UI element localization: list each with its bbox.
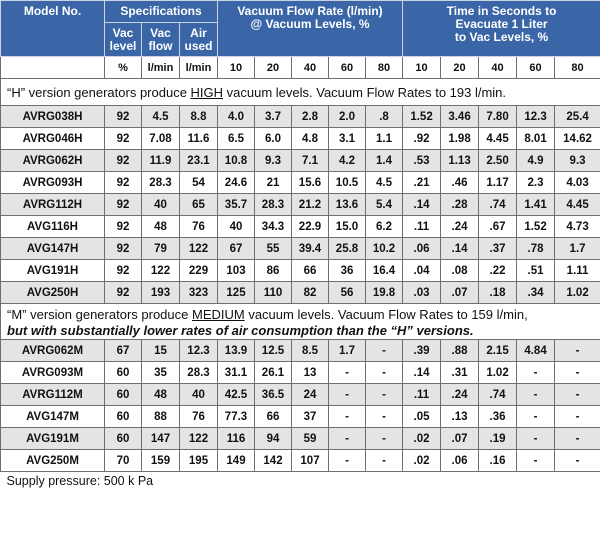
value-cell: .8: [366, 106, 403, 128]
value-cell: .53: [403, 150, 441, 172]
unit-cell: 80: [555, 57, 600, 79]
table-row: [1, 216, 600, 238]
vac-flow-header-line2: flow: [148, 38, 173, 53]
value-cell: 76: [180, 216, 218, 238]
value-cell: -: [517, 406, 555, 428]
value-cell: 65: [180, 194, 218, 216]
value-cell: -: [366, 450, 403, 472]
value-cell: 4.73: [555, 216, 600, 238]
value-cell: .74: [479, 194, 517, 216]
value-cell: -: [366, 384, 403, 406]
value-cell: -: [329, 450, 366, 472]
value-cell: -: [555, 362, 600, 384]
value-cell: .92: [403, 128, 441, 150]
value-cell: 70: [105, 450, 142, 472]
value-cell: 40: [218, 216, 255, 238]
m-version-note-row: [1, 304, 600, 340]
value-cell: 12.5: [255, 340, 292, 362]
value-cell: 1.02: [479, 362, 517, 384]
value-cell: 103: [218, 260, 255, 282]
value-cell: 55: [255, 238, 292, 260]
value-cell: 147: [142, 428, 180, 450]
value-cell: 2.50: [479, 150, 517, 172]
table-row: [1, 238, 600, 260]
value-cell: 60: [105, 384, 142, 406]
value-cell: 4.0: [218, 106, 255, 128]
value-cell: 21.2: [292, 194, 329, 216]
value-cell: 36.5: [255, 384, 292, 406]
value-cell: 28.3: [255, 194, 292, 216]
value-cell: .16: [479, 450, 517, 472]
model-cell: AVRG062H: [1, 150, 105, 172]
value-cell: .11: [403, 384, 441, 406]
value-cell: .08: [441, 260, 479, 282]
value-cell: 12.3: [180, 340, 218, 362]
value-cell: 1.02: [555, 282, 600, 304]
model-cell: AVRG112M: [1, 384, 105, 406]
value-cell: .02: [403, 450, 441, 472]
value-cell: -: [366, 406, 403, 428]
value-cell: 1.4: [366, 150, 403, 172]
value-cell: 37: [292, 406, 329, 428]
value-cell: 4.45: [479, 128, 517, 150]
table-row: [1, 428, 600, 450]
value-cell: 4.2: [329, 150, 366, 172]
value-cell: -: [517, 450, 555, 472]
value-cell: 1.41: [517, 194, 555, 216]
value-cell: .14: [441, 238, 479, 260]
value-cell: 92: [105, 260, 142, 282]
h-note-text-after: vacuum levels. Vacuum Flow Rates to 193 l/min.: [223, 84, 507, 100]
time-seconds-header-line3: to Vac Levels, %: [454, 30, 549, 44]
model-cell: AVG250M: [1, 450, 105, 472]
value-cell: 59: [292, 428, 329, 450]
value-cell: 88: [142, 406, 180, 428]
value-cell: 4.8: [292, 128, 329, 150]
m-note-emphasis: MEDIUM: [191, 306, 245, 322]
vac-level-header-line2: level: [109, 38, 137, 53]
unit-cell: %: [105, 57, 142, 79]
value-cell: 4.45: [555, 194, 600, 216]
value-cell: 13.9: [218, 340, 255, 362]
time-seconds-header: [403, 1, 600, 57]
value-cell: .88: [441, 340, 479, 362]
time-seconds-header-line2: Evacuate 1 Liter: [455, 17, 548, 31]
value-cell: 92: [105, 194, 142, 216]
value-cell: 92: [105, 106, 142, 128]
value-cell: 125: [218, 282, 255, 304]
vacuum-flow-rate-header-line1: Vacuum Flow Rate (l/min): [237, 4, 383, 18]
value-cell: -: [366, 428, 403, 450]
air-used-header-line1: Air: [190, 25, 207, 40]
value-cell: 4.84: [517, 340, 555, 362]
value-cell: 15.6: [292, 172, 329, 194]
value-cell: 24.6: [218, 172, 255, 194]
h-note-emphasis: HIGH: [190, 84, 224, 100]
value-cell: 5.4: [366, 194, 403, 216]
model-cell: AVG191H: [1, 260, 105, 282]
value-cell: 22.9: [292, 216, 329, 238]
value-cell: 10.8: [218, 150, 255, 172]
value-cell: .21: [403, 172, 441, 194]
value-cell: 11.9: [142, 150, 180, 172]
value-cell: -: [329, 384, 366, 406]
value-cell: .05: [403, 406, 441, 428]
value-cell: 4.9: [517, 150, 555, 172]
value-cell: 4.03: [555, 172, 600, 194]
value-cell: 66: [255, 406, 292, 428]
value-cell: 7.80: [479, 106, 517, 128]
supply-pressure-note: Supply pressure: 500 k Pa: [6, 474, 154, 489]
value-cell: 92: [105, 150, 142, 172]
value-cell: .46: [441, 172, 479, 194]
unit-cell: 60: [329, 57, 366, 79]
value-cell: 76: [180, 406, 218, 428]
m-note-line2: but with substantially lower rates of air consumption than the “H” versions.: [7, 322, 474, 338]
value-cell: -: [329, 428, 366, 450]
value-cell: .36: [479, 406, 517, 428]
model-cell: AVG250H: [1, 282, 105, 304]
value-cell: 28.3: [142, 172, 180, 194]
value-cell: 82: [292, 282, 329, 304]
value-cell: 149: [218, 450, 255, 472]
value-cell: .02: [403, 428, 441, 450]
model-cell: AVG116H: [1, 216, 105, 238]
value-cell: 15: [142, 340, 180, 362]
h-note-text-before: “H” version generators produce: [7, 84, 191, 100]
unit-cell: l/min: [142, 57, 180, 79]
value-cell: 10.5: [329, 172, 366, 194]
unit-cell: 10: [218, 57, 255, 79]
value-cell: .07: [441, 282, 479, 304]
value-cell: 56: [329, 282, 366, 304]
value-cell: .51: [517, 260, 555, 282]
value-cell: 116: [218, 428, 255, 450]
value-cell: 60: [105, 406, 142, 428]
value-cell: 39.4: [292, 238, 329, 260]
value-cell: 94: [255, 428, 292, 450]
m-note-text-before: “M” version generators produce: [7, 306, 192, 322]
value-cell: 229: [180, 260, 218, 282]
value-cell: 92: [105, 238, 142, 260]
value-cell: 21: [255, 172, 292, 194]
m-note-text-after: vacuum levels. Vacuum Flow Rates to 159 l/min,: [244, 306, 528, 322]
unit-cell: 40: [479, 57, 517, 79]
value-cell: 34.3: [255, 216, 292, 238]
value-cell: 122: [142, 260, 180, 282]
value-cell: 2.0: [329, 106, 366, 128]
table-row: [1, 106, 600, 128]
value-cell: .39: [403, 340, 441, 362]
value-cell: 35: [142, 362, 180, 384]
value-cell: 79: [142, 238, 180, 260]
value-cell: 7.08: [142, 128, 180, 150]
value-cell: 3.46: [441, 106, 479, 128]
value-cell: -: [555, 340, 600, 362]
units-row: [1, 57, 600, 79]
value-cell: 36: [329, 260, 366, 282]
value-cell: 2.3: [517, 172, 555, 194]
value-cell: -: [555, 450, 600, 472]
value-cell: 1.52: [517, 216, 555, 238]
value-cell: -: [366, 340, 403, 362]
table-row: [1, 384, 600, 406]
table-row: [1, 172, 600, 194]
value-cell: -: [555, 406, 600, 428]
value-cell: 60: [105, 428, 142, 450]
value-cell: -: [517, 362, 555, 384]
unit-cell: 20: [441, 57, 479, 79]
table-row: [1, 340, 600, 362]
value-cell: 48: [142, 384, 180, 406]
table-row: [1, 150, 600, 172]
value-cell: .22: [479, 260, 517, 282]
value-cell: 1.98: [441, 128, 479, 150]
value-cell: 9.3: [555, 150, 600, 172]
value-cell: 14.62: [555, 128, 600, 150]
value-cell: .11: [403, 216, 441, 238]
value-cell: .78: [517, 238, 555, 260]
value-cell: 122: [180, 428, 218, 450]
value-cell: 67: [218, 238, 255, 260]
value-cell: 1.13: [441, 150, 479, 172]
value-cell: .13: [441, 406, 479, 428]
value-cell: 26.1: [255, 362, 292, 384]
value-cell: .06: [441, 450, 479, 472]
model-cell: AVG147M: [1, 406, 105, 428]
unit-cell: 40: [292, 57, 329, 79]
model-cell: AVRG093M: [1, 362, 105, 384]
value-cell: -: [329, 362, 366, 384]
table-row: [1, 128, 600, 150]
value-cell: 195: [180, 450, 218, 472]
value-cell: 40: [142, 194, 180, 216]
value-cell: -: [555, 428, 600, 450]
value-cell: 8.01: [517, 128, 555, 150]
unit-cell: 10: [403, 57, 441, 79]
value-cell: 107: [292, 450, 329, 472]
table-row: [1, 406, 600, 428]
model-no-header: Model No.: [1, 1, 105, 57]
model-cell: AVG147H: [1, 238, 105, 260]
value-cell: -: [517, 428, 555, 450]
value-cell: 7.1: [292, 150, 329, 172]
table-row: [1, 194, 600, 216]
value-cell: 25.8: [329, 238, 366, 260]
value-cell: 2.15: [479, 340, 517, 362]
value-cell: 110: [255, 282, 292, 304]
value-cell: 92: [105, 128, 142, 150]
value-cell: 1.11: [555, 260, 600, 282]
h-version-note-row: [1, 79, 600, 106]
value-cell: 35.7: [218, 194, 255, 216]
vacuum-flow-rate-header-line2: @ Vacuum Levels, %: [250, 17, 370, 31]
value-cell: .06: [403, 238, 441, 260]
value-cell: .31: [441, 362, 479, 384]
value-cell: 1.17: [479, 172, 517, 194]
value-cell: .67: [479, 216, 517, 238]
value-cell: 40: [180, 384, 218, 406]
model-cell: AVRG038H: [1, 106, 105, 128]
value-cell: 193: [142, 282, 180, 304]
model-cell: AVRG062M: [1, 340, 105, 362]
value-cell: .18: [479, 282, 517, 304]
vacuum-flow-rate-header: [218, 1, 403, 57]
value-cell: 323: [180, 282, 218, 304]
value-cell: 13.6: [329, 194, 366, 216]
unit-cell: l/min: [180, 57, 218, 79]
value-cell: 8.5: [292, 340, 329, 362]
model-cell: AVRG046H: [1, 128, 105, 150]
value-cell: .74: [479, 384, 517, 406]
value-cell: 13: [292, 362, 329, 384]
value-cell: 10.2: [366, 238, 403, 260]
value-cell: 3.1: [329, 128, 366, 150]
value-cell: .34: [517, 282, 555, 304]
value-cell: -: [329, 406, 366, 428]
value-cell: 159: [142, 450, 180, 472]
value-cell: .07: [441, 428, 479, 450]
value-cell: 3.7: [255, 106, 292, 128]
value-cell: 60: [105, 362, 142, 384]
value-cell: 9.3: [255, 150, 292, 172]
vac-flow-header: [142, 23, 180, 57]
h-version-note: [1, 79, 600, 106]
value-cell: 6.2: [366, 216, 403, 238]
value-cell: -: [517, 384, 555, 406]
value-cell: 16.4: [366, 260, 403, 282]
value-cell: 42.5: [218, 384, 255, 406]
value-cell: 8.8: [180, 106, 218, 128]
m-version-note: [1, 304, 600, 340]
model-cell: AVRG112H: [1, 194, 105, 216]
footer-row: [1, 472, 600, 491]
value-cell: 4.5: [366, 172, 403, 194]
value-cell: .37: [479, 238, 517, 260]
specifications-header: Specifications: [105, 1, 218, 23]
value-cell: 86: [255, 260, 292, 282]
time-seconds-header-line1: Time in Seconds to: [446, 4, 557, 18]
value-cell: 19.8: [366, 282, 403, 304]
value-cell: 77.3: [218, 406, 255, 428]
value-cell: 23.1: [180, 150, 218, 172]
value-cell: 6.5: [218, 128, 255, 150]
value-cell: 15.0: [329, 216, 366, 238]
table-row: [1, 260, 600, 282]
units-blank-cell: [1, 57, 105, 79]
table-row: [1, 362, 600, 384]
table-row: [1, 450, 600, 472]
value-cell: 2.8: [292, 106, 329, 128]
value-cell: .24: [441, 384, 479, 406]
value-cell: 122: [180, 238, 218, 260]
value-cell: 1.7: [555, 238, 600, 260]
air-used-header: [180, 23, 218, 57]
vac-level-header-line1: Vac: [112, 25, 134, 40]
table-row: [1, 282, 600, 304]
value-cell: 31.1: [218, 362, 255, 384]
model-cell: AVG191M: [1, 428, 105, 450]
value-cell: 25.4: [555, 106, 600, 128]
unit-cell: 60: [517, 57, 555, 79]
value-cell: .14: [403, 362, 441, 384]
value-cell: -: [555, 384, 600, 406]
value-cell: 92: [105, 172, 142, 194]
value-cell: 4.5: [142, 106, 180, 128]
value-cell: 11.6: [180, 128, 218, 150]
unit-cell: 80: [366, 57, 403, 79]
value-cell: 1.7: [329, 340, 366, 362]
unit-cell: 20: [255, 57, 292, 79]
value-cell: .28: [441, 194, 479, 216]
value-cell: 142: [255, 450, 292, 472]
value-cell: 1.52: [403, 106, 441, 128]
value-cell: 54: [180, 172, 218, 194]
value-cell: 67: [105, 340, 142, 362]
value-cell: .24: [441, 216, 479, 238]
value-cell: 92: [105, 282, 142, 304]
value-cell: .04: [403, 260, 441, 282]
model-cell: AVRG093H: [1, 172, 105, 194]
value-cell: .03: [403, 282, 441, 304]
value-cell: .14: [403, 194, 441, 216]
value-cell: 24: [292, 384, 329, 406]
value-cell: .19: [479, 428, 517, 450]
value-cell: 48: [142, 216, 180, 238]
value-cell: 92: [105, 216, 142, 238]
value-cell: 12.3: [517, 106, 555, 128]
value-cell: -: [366, 362, 403, 384]
value-cell: 66: [292, 260, 329, 282]
air-used-header-line2: used: [184, 38, 213, 53]
vac-level-header: [105, 23, 142, 57]
vac-flow-header-line1: Vac: [150, 25, 171, 40]
value-cell: 1.1: [366, 128, 403, 150]
value-cell: 6.0: [255, 128, 292, 150]
value-cell: 28.3: [180, 362, 218, 384]
